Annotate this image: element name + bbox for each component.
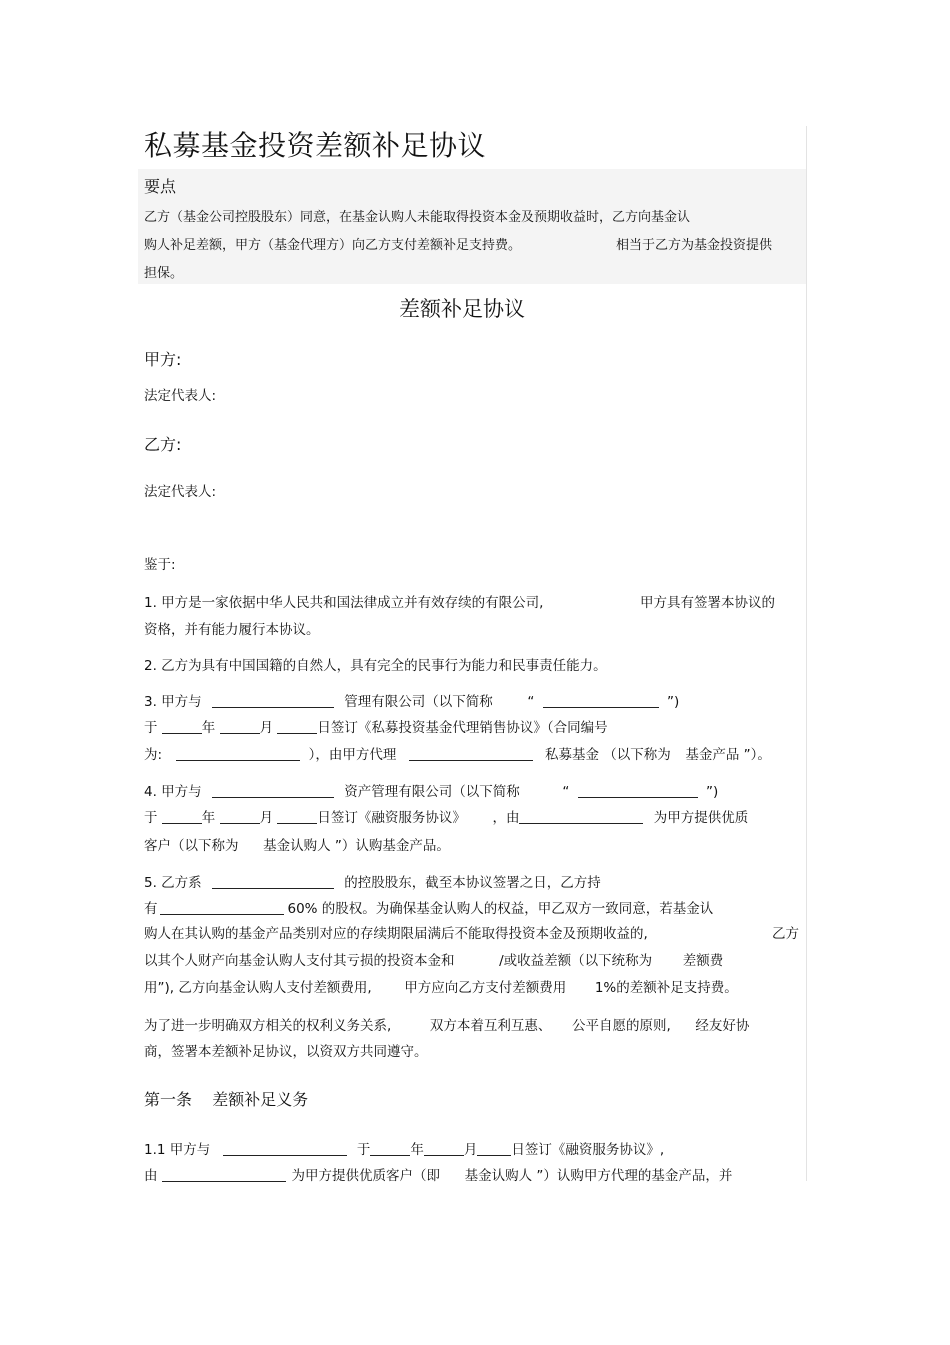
c3-yu: 于 [144, 720, 158, 736]
c4-quote-open: “ [562, 784, 570, 800]
purpose-line-1 [144, 1014, 749, 1034]
clause-5-line-2 [144, 897, 713, 917]
c5-part-j: 用”), 乙方向基金认购人支付差额费用, [144, 980, 372, 996]
clause-5-line-1 [144, 871, 601, 891]
c3-fund-text: 私募基金 （以下称为 [545, 747, 671, 763]
clause-4-line-2 [144, 806, 748, 826]
summary-label: 要点 [144, 177, 177, 196]
c4-quote-close: ”) [705, 784, 719, 800]
c4-yu: 于 [144, 810, 158, 826]
c5-part-d: 60% 的股权。为确保基金认购人的权益，甲乙双方一致同意，若基金认 [287, 901, 714, 917]
blank-day-3 [477, 1141, 511, 1156]
clause-1-line-2: 资格，并有能力履行本协议。 [144, 622, 320, 638]
c3-quote-open: “ [527, 694, 535, 710]
blank-year-2 [162, 809, 202, 824]
c4-subscriber-text: 基金认购人 ”）认购基金产品。 [263, 838, 450, 854]
blank-day-2 [277, 809, 317, 824]
c5-part-e: 购人在其认购的基金产品类别对应的存续期限届满后不能取得投资本金及预期收益的, [144, 926, 648, 942]
clause-1-1-line-1 [144, 1138, 664, 1158]
c4-year: 年 [201, 810, 216, 826]
clause-1-line-1a: 1. 甲方是一家依据中华人民共和国法律成立并有效存续的有限公司, [144, 595, 544, 611]
agreement-title: 差额补足协议 [399, 297, 525, 321]
c4-part-a: 4. 甲方与 [144, 784, 202, 800]
blank-fund-name [409, 746, 533, 761]
c4-month: 月 [259, 810, 274, 826]
blank-provider [519, 809, 643, 824]
purpose-b: 双方本着互利互惠、 [429, 1018, 552, 1034]
c11-month: 月 [463, 1142, 478, 1158]
party-a-rep: 法定代表人: [144, 388, 217, 404]
blank-day [277, 719, 317, 734]
c5-part-i: 差额费 [682, 953, 724, 969]
clause-3-line-3 [144, 743, 771, 763]
blank-company [212, 874, 334, 889]
blank-contract-no [176, 746, 300, 761]
article-1-heading [144, 1087, 308, 1110]
summary-line-1: 乙方（基金公司控股股东）同意，在基金认购人未能取得投资本金及预期收益时，乙方向基金认 [144, 210, 691, 225]
clause-5-line-3b: 乙方 [772, 926, 799, 942]
c3-quote-close: ”) [666, 694, 680, 710]
c3-wei: 为: [144, 747, 163, 763]
blank-manager-name [212, 693, 334, 708]
c4-sign-text: 日签订《融资服务协议》 [317, 810, 466, 826]
blank-year [162, 719, 202, 734]
purpose-c: 公平自愿的原则, [571, 1018, 671, 1034]
c4-part-b: 资产管理有限公司（以下简称 [344, 784, 520, 800]
c4-customer-text: 客户（以下称为 [144, 838, 239, 854]
c3-part-b: 管理有限公司（以下简称 [344, 694, 493, 710]
c3-product-text: 基金产品 ”）。 [685, 747, 771, 763]
blank-asset-manager [212, 783, 334, 798]
c3-part-a: 3. 甲方与 [144, 694, 202, 710]
clause-3-line-1 [144, 690, 679, 710]
summary-box [138, 169, 806, 284]
clause-1-1-line-2 [144, 1164, 732, 1184]
c11-you: 由 [144, 1168, 158, 1184]
c3-agent-text: ），由甲方代理 [308, 747, 397, 763]
c3-sign-text: 日签订《私募投资基金代理销售协议》（合同编号 [317, 720, 608, 736]
purpose-line-2: 商，签署本差额补足协议，以资双方共同遵守。 [144, 1044, 428, 1060]
blank-short-name [543, 693, 659, 708]
page-edge-divider [806, 126, 807, 1181]
clause-1-line-1b: 甲方具有签署本协议的 [640, 595, 775, 611]
c5-you: 有 [144, 901, 158, 917]
summary-line-2b: 相当于乙方为基金投资提供 [616, 238, 773, 253]
blank-month-3 [424, 1141, 464, 1156]
c11-yu: 于 [356, 1142, 371, 1158]
purpose-d: 经友好协 [695, 1018, 750, 1034]
c5-part-l: 1%的差额补足支持费。 [594, 980, 738, 996]
c11-part-a: 1.1 甲方与 [144, 1142, 211, 1158]
clause-4-line-3 [144, 834, 450, 854]
blank-short-name-2 [578, 783, 698, 798]
party-a-label: 甲方: [144, 350, 182, 369]
c11-year: 年 [410, 1142, 424, 1158]
clause-5-line-4 [144, 949, 723, 969]
clause-5-line-5 [144, 976, 738, 996]
clause-4-line-1 [144, 780, 718, 800]
party-b-label: 乙方: [144, 435, 182, 454]
document-title: 私募基金投资差额补足协议 [144, 129, 487, 162]
article-1-number: 第一条 [144, 1090, 193, 1109]
c5-part-b: 的控股股东，截至本协议签署之日，乙方持 [344, 875, 601, 891]
summary-line-3: 担保。 [144, 266, 184, 281]
summary-line-2a: 购人补足差额，甲方（基金代理方）向乙方支付差额补足支持费。 [144, 238, 522, 253]
clause-2: 2. 乙方为具有中国国籍的自然人，具有完全的民事行为能力和民事责任能力。 [144, 658, 607, 674]
c5-part-k: 甲方应向乙方支付差额费用 [404, 980, 567, 996]
whereas-label: 鉴于: [144, 557, 176, 573]
c5-part-g: 以其个人财产向基金认购人支付其亏损的投资本金和 [144, 953, 455, 969]
c4-provider-text: 为甲方提供优质 [653, 810, 749, 826]
c11-part-g: 为甲方提供优质客户（即 [291, 1168, 440, 1184]
c11-sign-text: 日签订《融资服务协议》, [511, 1142, 665, 1158]
purpose-a: 为了进一步明确双方相关的权利义务关系, [144, 1018, 392, 1034]
blank-year-3 [370, 1141, 410, 1156]
clause-3-line-2 [144, 716, 608, 736]
party-b-rep: 法定代表人: [144, 484, 217, 500]
c4-you: ，由 [492, 810, 520, 826]
c3-month: 月 [259, 720, 274, 736]
c11-part-h: 基金认购人 ”）认购甲方代理的基金产品，并 [464, 1168, 733, 1184]
c5-part-h: /或收益差额（以下统称为 [499, 953, 653, 969]
blank-month-2 [220, 809, 260, 824]
blank-company-2 [160, 900, 284, 915]
blank-provider-2 [162, 1167, 286, 1182]
blank-party [223, 1141, 347, 1156]
c5-part-a: 5. 乙方系 [144, 875, 202, 891]
c3-year: 年 [201, 720, 216, 736]
article-1-name: 差额补足义务 [212, 1090, 309, 1109]
clause-5-line-3 [144, 922, 648, 942]
blank-month [220, 719, 260, 734]
